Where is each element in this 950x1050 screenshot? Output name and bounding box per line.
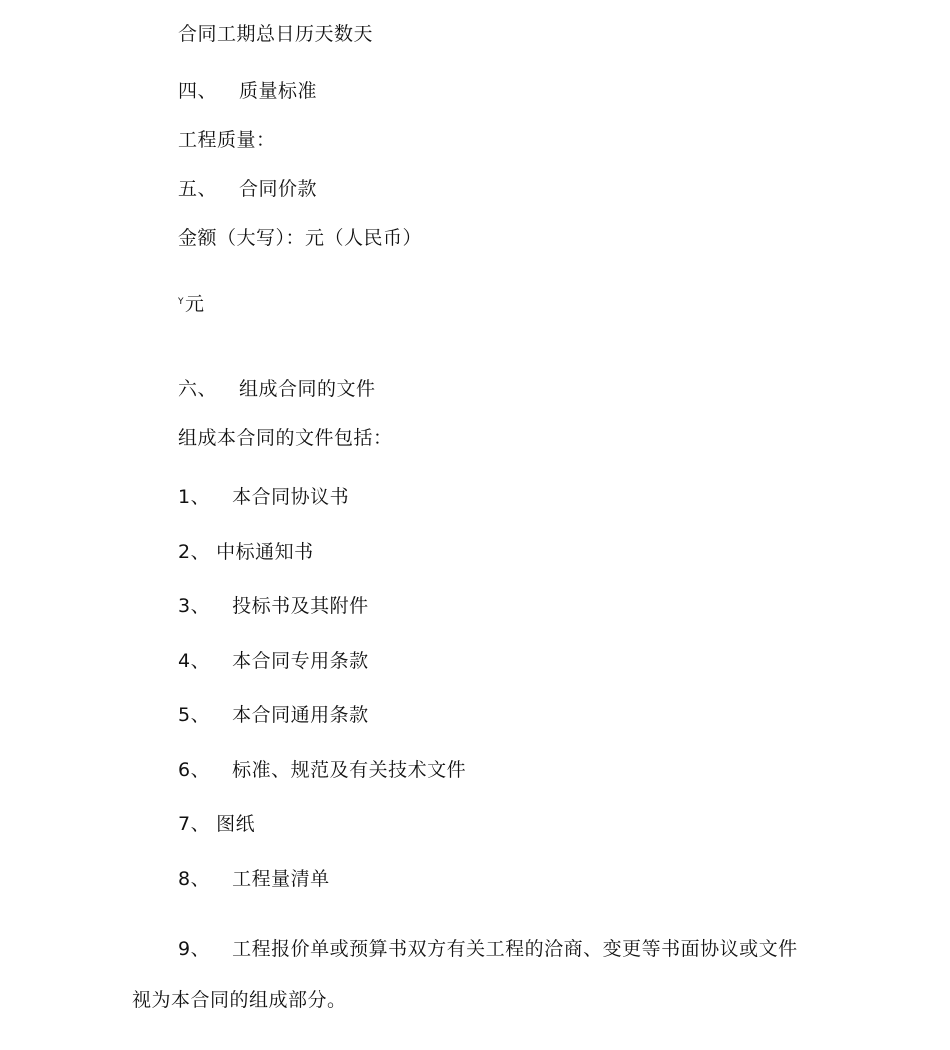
- list-item-number: 7、: [178, 813, 211, 835]
- list-item-number: 6、: [178, 759, 211, 781]
- amount-words-text: 金额（大写）：元（人民币）: [178, 227, 423, 249]
- list-item-text: 工程报价单或预算书双方有关工程的洽商、变更等书面协议或文件: [232, 938, 798, 960]
- list-item: [178, 485, 349, 509]
- list-item-text: 本合同协议书: [232, 486, 350, 508]
- list-item-text: 标准、规范及有关技术文件: [232, 759, 467, 781]
- list-item: [178, 758, 466, 782]
- list-item-number: 2、: [178, 541, 211, 563]
- construction-period-text: 合同工期总日历天数天: [178, 23, 374, 45]
- currency-symbol: Y: [178, 297, 184, 307]
- quality-text: 工程质量：: [178, 129, 276, 151]
- list-item-number: 9、: [178, 938, 211, 960]
- list-item: [178, 540, 314, 564]
- amount-words-line: [178, 226, 422, 250]
- construction-period-line: [178, 22, 373, 46]
- list-item: [178, 649, 369, 673]
- list-item: [178, 703, 369, 727]
- section-title: 合同价款: [239, 178, 318, 200]
- list-item: [178, 937, 798, 961]
- quality-line: [178, 128, 276, 152]
- list-item-text: 投标书及其附件: [232, 595, 369, 617]
- list-item-text: 本合同专用条款: [232, 650, 369, 672]
- section-title: 组成合同的文件: [239, 378, 376, 400]
- list-item-text: 本合同通用条款: [232, 704, 369, 726]
- section-six-heading: [178, 377, 376, 401]
- section-four-heading: [178, 79, 317, 103]
- section-number: 六、: [178, 378, 218, 400]
- closing-text: 视为本合同的组成部分。: [132, 989, 347, 1011]
- list-item: [178, 594, 369, 618]
- section-number: 五、: [178, 178, 218, 200]
- list-item-number: 5、: [178, 704, 211, 726]
- closing-line: [132, 988, 347, 1012]
- amount-figures-line: [178, 290, 205, 316]
- documents-intro-line: [178, 426, 393, 450]
- amount-figures-text: 元: [185, 293, 205, 315]
- list-item-number: 3、: [178, 595, 211, 617]
- section-five-heading: [178, 177, 317, 201]
- list-item-text: 图纸: [216, 813, 256, 835]
- list-item-text: 工程量清单: [232, 868, 330, 890]
- list-item-number: 4、: [178, 650, 211, 672]
- section-title: 质量标准: [239, 80, 318, 102]
- list-item: [178, 867, 330, 891]
- list-item: [178, 812, 255, 836]
- documents-intro-text: 组成本合同的文件包括：: [178, 427, 393, 449]
- section-number: 四、: [178, 80, 218, 102]
- list-item-number: 8、: [178, 868, 211, 890]
- list-item-number: 1、: [178, 486, 211, 508]
- list-item-text: 中标通知书: [216, 541, 314, 563]
